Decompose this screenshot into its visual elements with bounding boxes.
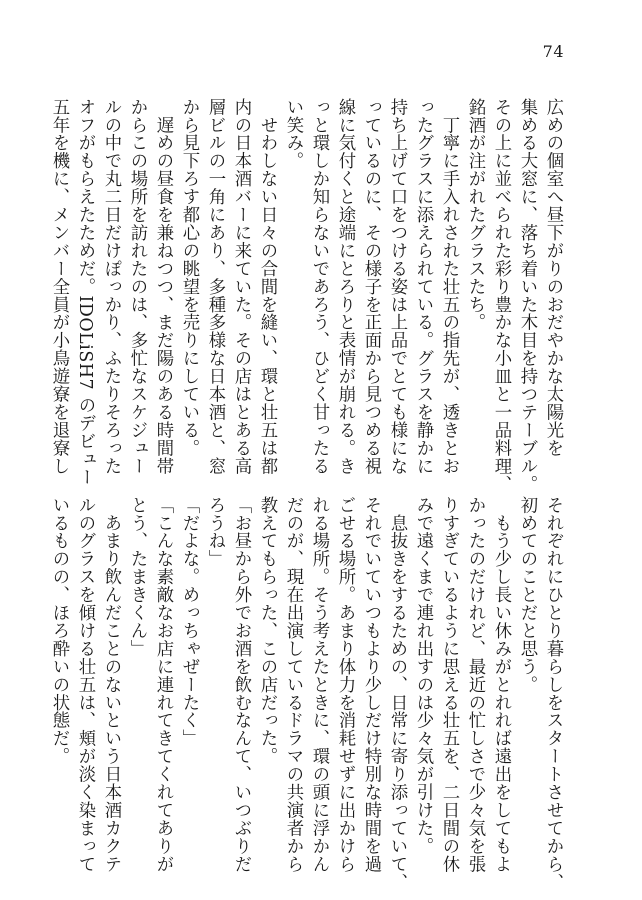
text-column: 初めてのことだと思う。 <box>517 496 537 694</box>
text-column: 層ビルの一角にあり、多種多様な日本酒と、窓 <box>205 98 225 475</box>
text-column: 持ち上げて口をつける姿は上品でとても様にな <box>387 98 407 475</box>
lower-text-block <box>46 496 566 891</box>
text-column: 「だよな。めっちゃぜーたく」 <box>179 496 199 748</box>
text-column: もう少し長い休みがとれれば遠出をしてもよ <box>491 496 511 873</box>
text-column: みで遠くまで連れ出すのは少々気が引けた。 <box>413 496 433 855</box>
text-column: 銘酒が注がれたグラスたち。 <box>465 98 485 332</box>
text-column: 集める大窓に、落ち着いた木目を持つテーブル。 <box>517 98 537 493</box>
text-column: っているのに、その様子を正面から見つめる視 <box>361 98 381 475</box>
text-column: ルのグラスを傾ける壮五は、頬が淡く染まって <box>75 496 95 873</box>
text-column: りすぎているように思える壮五を、二日間の休 <box>439 496 459 873</box>
text-column: 五年を機に、メンバー全員が小鳥遊寮を退寮し <box>49 98 69 475</box>
text-column: 内の日本酒バーに来ていた。その店はとある高 <box>231 98 251 475</box>
text-column: 息抜きをするための、日常に寄り添っていて、 <box>387 496 407 891</box>
text-column: ったグラスに添えられている。グラスを静かに <box>413 98 433 475</box>
text-column: かったのだけれど、最近の忙しさで少々気を張 <box>465 496 485 873</box>
text-column: ろうね」 <box>205 496 225 568</box>
text-column: から見下ろす都心の眺望を売りにしている。 <box>179 98 199 457</box>
text-column: 教えてもらった、この店だった。 <box>257 496 277 766</box>
text-column: だのが、現在出演しているドラマの共演者から <box>283 496 303 873</box>
text-column: オフがもらえたためだ。IDOLiSH7 のデビュー <box>75 98 95 487</box>
page-number: 74 <box>542 42 564 61</box>
text-column: ルの中で丸二日だけぽっかり、ふたりそろった <box>101 98 121 475</box>
text-column: い笑み。 <box>283 98 303 170</box>
upper-text-block <box>46 98 566 493</box>
text-column: 広めの個室へ昼下がりのおだやかな太陽光を <box>543 98 563 457</box>
text-column: 遅めの昼食を兼ねつつ、まだ陽のある時間帯 <box>153 98 173 475</box>
text-column: 丁寧に手入れされた壮五の指先が、透きとお <box>439 98 459 475</box>
text-column: せわしない日々の合間を縫い、環と壮五は都 <box>257 98 277 475</box>
text-column: とう、たまきくん」 <box>127 496 147 658</box>
text-column: いるものの、ほろ酔いの状態だ。 <box>49 496 69 766</box>
text-column: 「こんな素敵なお店に連れてきてくれてありが <box>153 496 173 873</box>
text-column: れる場所。そう考えたときに、環の頭に浮かん <box>309 496 329 873</box>
text-column: それぞれにひとり暮らしをスタートさせてから、 <box>543 496 563 891</box>
text-column: 「お昼から外でお酒を飲むなんて、いつぶりだ <box>231 496 251 873</box>
text-column: からこの場所を訪れたのは、多忙なスケジュー <box>127 98 147 475</box>
text-column: その上に並べられた彩り豊かな小皿と一品料理、 <box>491 98 511 493</box>
text-column: ごせる場所。あまり体力を消耗せずに出かけら <box>335 496 355 873</box>
text-column: あまり飲んだことのないという日本酒カクテ <box>101 496 121 873</box>
text-column: それでいていつもより少しだけ特別な時間を過 <box>361 496 381 873</box>
text-column: 線に気付くと途端にとろりと表情が崩れる。き <box>335 98 355 475</box>
text-column: っと環しか知らないであろう、ひどく甘ったる <box>309 98 329 475</box>
